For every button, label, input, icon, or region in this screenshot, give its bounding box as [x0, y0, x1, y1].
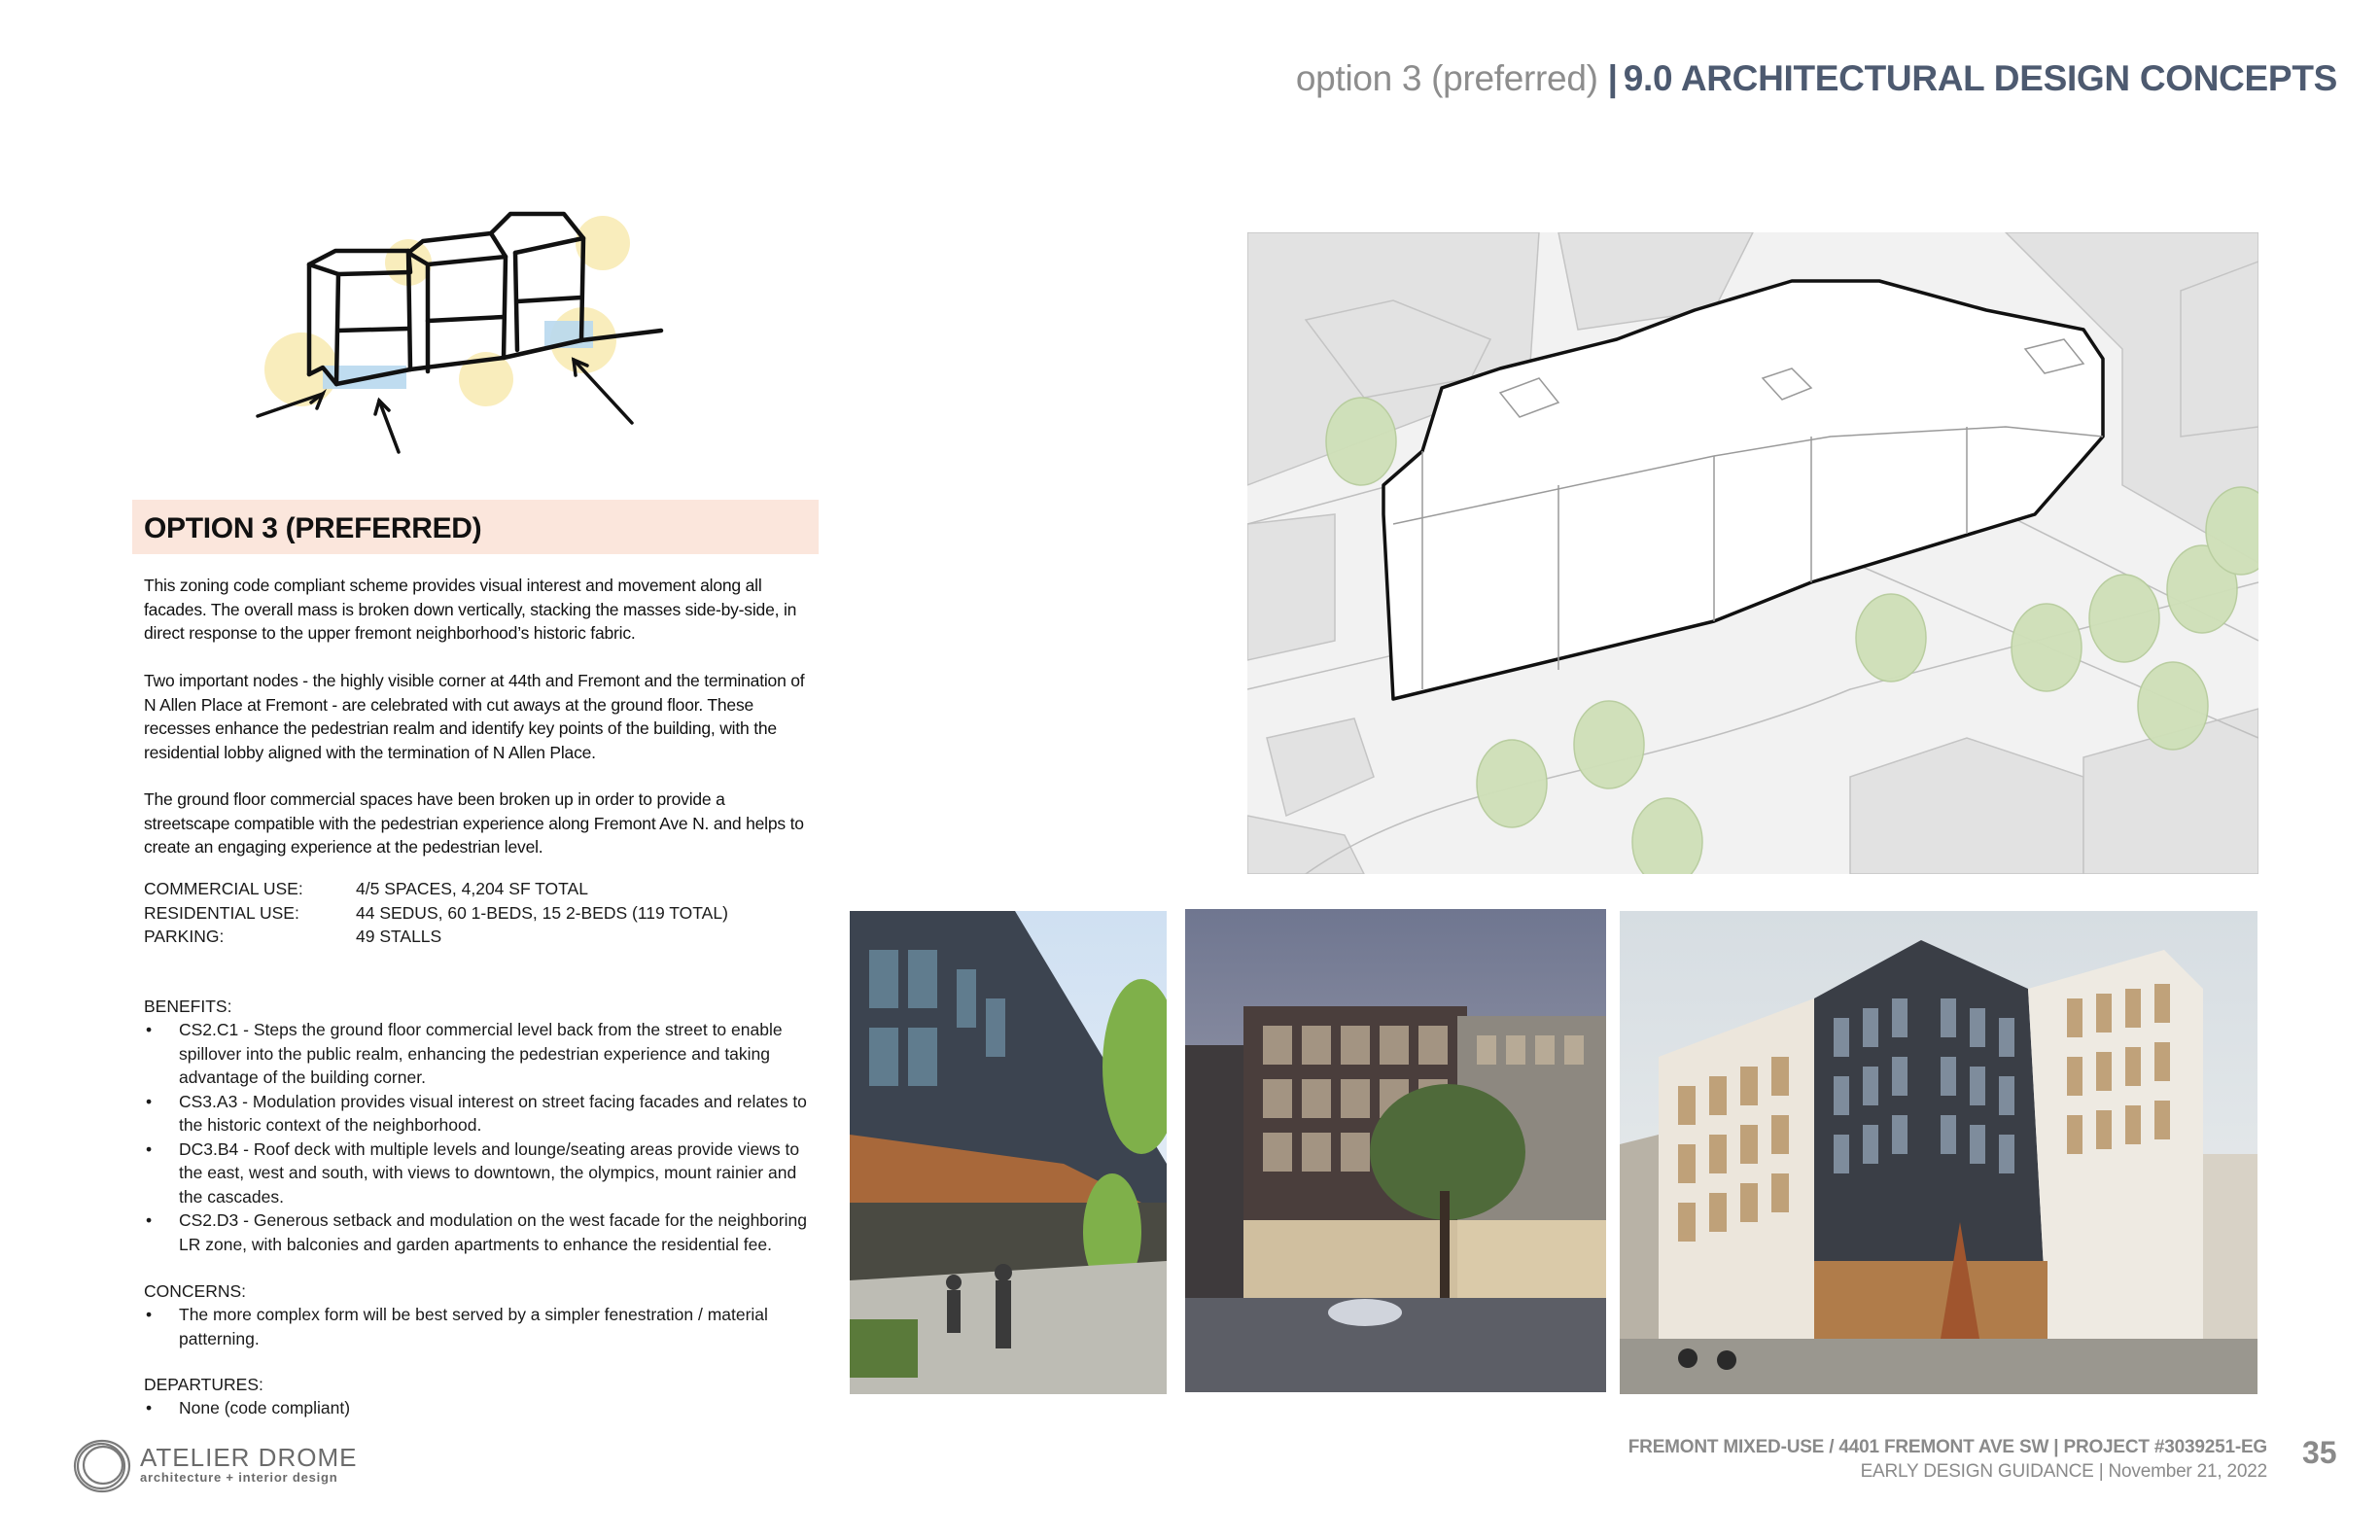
logo-name: ATELIER DROME	[140, 1443, 358, 1472]
axonometric-massing-render	[1247, 232, 2258, 874]
benefit-item: • DC3.B4 - Roof deck with multiple levels and lounge/seating areas provide views to the east, west and south, with views to downtown, the olympics, mount rainier and the cascades.	[144, 1138, 815, 1209]
concern-item: • The more complex form will be best served by a simpler fenestration / material patterning.	[144, 1303, 815, 1350]
precedent-photo-streetscape	[850, 911, 1167, 1394]
page-header	[1296, 58, 2337, 99]
benefit-item: • CS2.D3 - Generous setback and modulation on the west facade for the neighboring LR zone, with balconies and garden apartments to enhance the residential fee.	[144, 1208, 815, 1256]
page-number: 35	[2302, 1435, 2337, 1470]
description-paragraph-2: Two important nodes - the highly visible corner at 44th and Fremont and the termination of N Allen Place at Fremont - are celebrated with cut aways at the ground floor. These recesses enhance the pedestrian realm and identify key points of the building, with the residential lobby aligned with the termination of N Allen Place.	[144, 671, 805, 762]
spec-row	[144, 901, 728, 926]
spec-row	[144, 877, 728, 901]
logo-tagline: architecture + interior design	[140, 1470, 338, 1485]
footer-phase-line: EARLY DESIGN GUIDANCE | November 21, 2022	[1860, 1461, 2267, 1482]
concerns-list	[144, 1303, 815, 1350]
spec-label: RESIDENTIAL USE:	[144, 902, 299, 923]
description-paragraph-1: This zoning code compliant scheme provides visual interest and movement along all facades. The overall mass is broken down vertically, stacking the masses side-by-side, in direct response to the upper fremont neighborhood’s historic fabric.	[144, 576, 797, 643]
benefits-list	[144, 1018, 815, 1256]
header-separator: |	[1607, 58, 1618, 98]
precedent-photo-mixed-use-corner	[1620, 911, 2258, 1394]
departure-item: • None (code compliant)	[144, 1396, 815, 1420]
concerns-label: CONCERNS:	[144, 1281, 247, 1301]
footer-project-line: FREMONT MIXED-USE / 4401 FREMONT AVE SW | PROJECT #3039251-EG	[1628, 1437, 2267, 1457]
departures-label: DEPARTURES:	[144, 1375, 263, 1394]
description-paragraph-3: The ground floor commercial spaces have been broken up in order to provide a streetscape compatible with the pedestrian experience along Fremont Ave N. and helps to create an engaging experience at the pedestrian level.	[144, 789, 804, 857]
option-title: OPTION 3 (PREFERRED)	[144, 512, 482, 544]
atelier-drome-logo-mark	[68, 1435, 136, 1497]
spec-row	[144, 925, 728, 949]
spec-label: COMMERCIAL USE:	[144, 879, 303, 898]
spec-value: 4/5 SPACES, 4,204 SF TOTAL	[356, 879, 588, 898]
spec-label: PARKING:	[144, 927, 225, 946]
option-title-band	[132, 500, 819, 554]
program-specs	[144, 877, 728, 949]
spec-value: 44 SEDUS, 60 1-BEDS, 15 2-BEDS (119 TOTAL)	[356, 902, 728, 923]
benefit-item: • CS2.C1 - Steps the ground floor commercial level back from the street to enable spillover into the public realm, enhancing the pedestrian experience and taking advantage of the building corner.	[144, 1018, 815, 1090]
benefit-item: • CS3.A3 - Modulation provides visual interest on street facing facades and relates to the historic context of the neighborhood.	[144, 1090, 815, 1138]
spec-value: 49 STALLS	[356, 927, 442, 946]
header-subtitle: option 3 (preferred)	[1295, 58, 1598, 98]
header-title: 9.0 ARCHITECTURAL DESIGN CONCEPTS	[1623, 58, 2337, 98]
departures-list	[144, 1396, 815, 1420]
benefits-label: BENEFITS:	[144, 997, 232, 1016]
precedent-photo-brick-building	[1185, 909, 1606, 1392]
massing-sketch	[233, 194, 681, 467]
